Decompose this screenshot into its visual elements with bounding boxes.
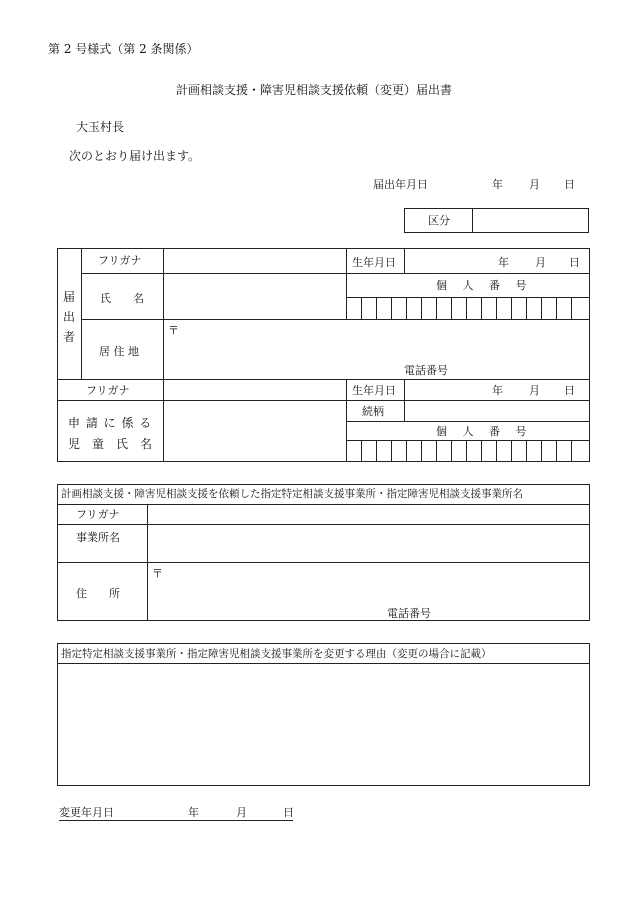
form-number: 第 2 号様式（第 2 条関係） (48, 42, 199, 56)
child-name-label-line2: 児 童 氏 名 (68, 437, 153, 451)
row-line-4 (57, 379, 590, 380)
notifier-birth-day-label: 日 (569, 256, 580, 269)
notifier-furigana-label: フリガナ (98, 254, 142, 267)
office-line-1 (57, 504, 590, 505)
row-line-3 (81, 319, 590, 320)
notifier-name-field[interactable] (165, 275, 344, 317)
row-line-5 (57, 400, 590, 401)
form-title: 計画相談支援・障害児相談支援依頼（変更）届出書 (176, 83, 453, 97)
row-line-1 (81, 273, 590, 274)
notifier-postal-mark: 〒 (168, 324, 179, 337)
change-date-day-label: 日 (283, 806, 294, 819)
office-address-label: 住 所 (76, 587, 120, 600)
office-furigana-field[interactable] (149, 506, 588, 522)
submission-month-label: 月 (529, 178, 540, 191)
notifier-col-divider (81, 248, 82, 379)
notifier-birthdate-field[interactable] (406, 250, 494, 271)
notifier-furigana-field[interactable] (165, 250, 344, 271)
child-birth-day-label: 日 (564, 384, 575, 397)
notifier-section-label: 届 出 者 (62, 290, 75, 344)
label-col-divider (163, 248, 164, 462)
reason-field[interactable] (59, 665, 588, 784)
child-relation-field[interactable] (406, 402, 588, 419)
child-birth-year-label: 年 (492, 384, 503, 397)
child-relation-label: 続柄 (362, 405, 384, 418)
office-line-2 (57, 524, 590, 525)
addressee: 大玉村長 (76, 120, 125, 134)
submission-day-label: 日 (564, 178, 575, 191)
notifier-address-field[interactable] (180, 322, 588, 362)
child-name-field[interactable] (165, 402, 344, 460)
child-furigana-field[interactable] (165, 381, 344, 398)
child-name-label-line1: 申 請 に 係 る (68, 416, 153, 430)
office-heading: 計画相談支援・障害児相談支援を依頼した指定特定相談支援事業所・指定障害児相談支援事業所名 (61, 488, 523, 500)
intro-text: 次のとおり届け出ます。 (69, 149, 201, 163)
submission-year-label: 年 (492, 178, 503, 191)
notifier-birth-year-label: 年 (498, 256, 509, 269)
child-individual-number-label: 個 人 番 号 (436, 425, 533, 438)
notifier-individual-number-cells[interactable] (346, 298, 586, 319)
office-col-divider (147, 504, 148, 621)
submission-date-label: 届出年月日 (373, 178, 428, 191)
office-phone-label: 電話番号 (387, 607, 431, 620)
change-date-year-label: 年 (188, 806, 199, 819)
change-date-month-label: 月 (236, 806, 247, 819)
child-birthdate-label: 生年月日 (352, 384, 396, 397)
row-line-6 (346, 421, 590, 422)
office-name-field[interactable] (149, 526, 588, 560)
office-line-3 (57, 562, 590, 563)
notifier-phone-label: 電話番号 (404, 364, 448, 377)
reason-heading: 指定特定相談支援事業所・指定障害児相談支援事業所を変更する理由（変更の場合に記載） (61, 648, 492, 660)
child-birthdate-field[interactable] (406, 381, 488, 398)
birth-value-divider (404, 248, 405, 273)
notifier-birth-month-label: 月 (535, 256, 546, 269)
child-individual-number-cells[interactable] (346, 441, 586, 461)
change-date-label: 変更年月日 (59, 806, 114, 819)
category-divider (472, 208, 473, 233)
notifier-name-label: 氏 名 (100, 292, 144, 305)
category-field[interactable] (474, 210, 587, 231)
office-postal-mark: 〒 (152, 567, 163, 580)
office-furigana-label: フリガナ (76, 508, 120, 521)
notifier-birthdate-label: 生年月日 (352, 256, 396, 269)
reason-line (57, 663, 590, 664)
category-label: 区分 (428, 214, 450, 227)
office-address-field[interactable] (164, 565, 588, 603)
notifier-address-label: 居 住 地 (99, 345, 139, 358)
child-furigana-label: フリガナ (86, 384, 130, 397)
notifier-individual-number-label: 個 人 番 号 (436, 279, 533, 292)
office-name-label: 事業所名 (76, 531, 120, 544)
change-date-field[interactable] (122, 805, 182, 820)
child-birth-month-label: 月 (529, 384, 540, 397)
